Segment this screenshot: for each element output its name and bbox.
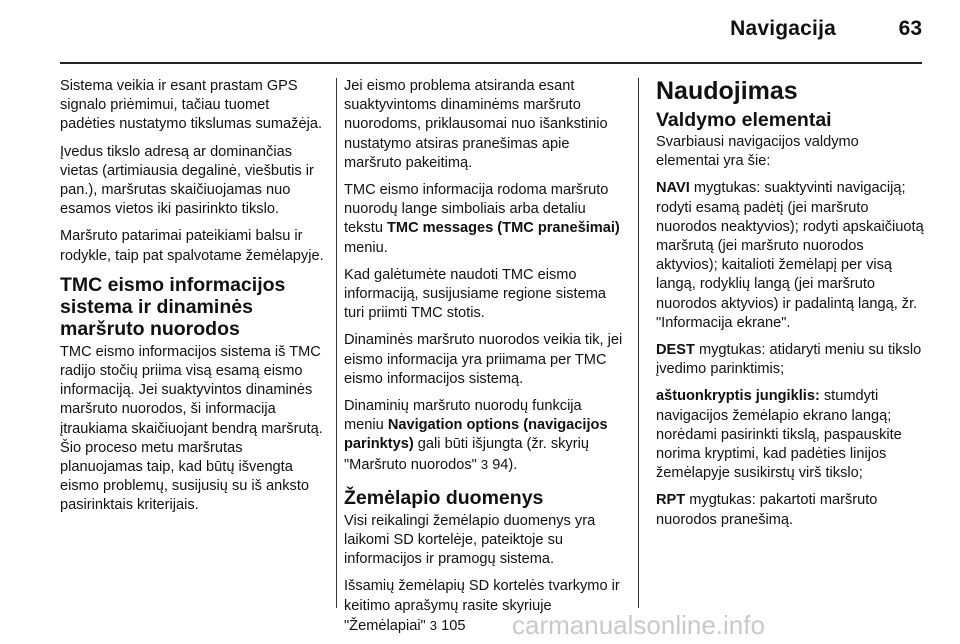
text-run: mygtukas: suaktyvinti navigaciją; rodyti esamą padėtį (jei maršruto nuorodos neaktyvios); rodyti apskaičiuotą maršrutą (jei maršruto nuorodos aktyvios); kaitalioti žemėlapį per visą langą, rodyklių langą (jei maršruto nuorodos aktyvios) ir padalintą langą, žr. "Informacija ekrane". <box>656 180 924 331</box>
control-description <box>656 341 926 379</box>
chapter-title: Naudojimas <box>656 77 798 105</box>
paragraph: Kad galėtumėte naudoti TMC eismo informaciją, susijusiame regione sistema turi priimti TMC stotis. <box>344 266 606 322</box>
paragraph: Maršruto patarimai pateikiami balsu ir rodykle, taip pat spalvotame žemėlapyje. <box>60 228 324 264</box>
control-description <box>656 387 926 483</box>
column-divider <box>336 78 337 608</box>
page-header <box>60 0 922 64</box>
text-run: Išsamių žemėlapių SD kortelės tvarkymo ir keitimo aprašymų rasite skyriuje "Žemėlapiai" <box>344 578 620 634</box>
text-run: mygtukas: atidaryti meniu su tikslo įvedimo parinktimis; <box>656 342 922 378</box>
control-label: NAVI <box>656 180 690 197</box>
control-label: DEST <box>656 342 695 359</box>
page-reference-icon: 3 <box>429 617 438 633</box>
text-run: gali būti išjungta (žr. skyrių "Maršruto nuorodos" <box>344 436 589 473</box>
text-run: meniu. <box>344 239 388 256</box>
column-divider <box>638 78 639 608</box>
text-run: 94). <box>488 456 518 473</box>
text-run: 105 <box>437 617 466 634</box>
text-run: stumdyti navigacijos žemėlapio ekrano langą; norėdami pasirinkti tikslą, paspauskite norima kryptimi, kad padėties linijos žemėlapyje susikirstų virš tikslo; <box>656 388 902 482</box>
paragraph: Svarbiausi navigacijos valdymo elementai yra šie: <box>656 134 859 170</box>
paragraph: Įvedus tikslo adresą ar dominančias vietas (artimiausia degalinė, viešbutis ir pan.), maršrutas skaičiuojamas nuo esamos vietos iki pasirinkto tikslo. <box>60 143 314 218</box>
control-description <box>656 491 926 529</box>
page-reference-icon: 3 <box>480 456 489 472</box>
paragraph: Visi reikalingi žemėlapio duomenys yra laikomi SD kortelėje, pateiktoje su informacijos ir pramogų sistema. <box>344 512 596 568</box>
page-number: 63 <box>898 17 922 40</box>
menu-name: Navigation options (navigacijos parinktys) <box>344 417 608 453</box>
paragraph: Jei eismo problema atsiranda esant suaktyvintoms dinaminėms maršruto nuorodoms, priklausomai nuo išankstinio nustatymo atsiras pranešimas apie maršruto pakeitimą. <box>344 78 608 171</box>
paragraph <box>344 397 624 475</box>
text-run: TMC eismo informacija rodoma maršruto nuorodų lange simboliais arba detaliu tekstu <box>344 182 609 237</box>
paragraph: Dinaminės maršruto nuorodos veikia tik, jei eismo informacija yra priimama per TMC eismo informacijos sistemą. <box>344 332 623 387</box>
paragraph: TMC eismo informacijos sistema iš TMC radijo stočių priima visą esamą eismo informaciją. Jei suaktyvintos dinaminės maršruto nuorodos, ši informacija įtraukiama skaičiuojant bendrą maršrutą. Šio proceso metu maršrutas planuojamas taip, kad būtų išvengta eismo problemų, susijusių su iš anksto pasirinktais kriterijais. <box>60 343 323 514</box>
paragraph <box>344 181 624 258</box>
column-left <box>60 77 328 524</box>
section-heading: TMC eismo informacijos sistema ir dinaminės maršruto nuorodos <box>60 273 286 340</box>
section-title: Navigacija <box>730 17 836 40</box>
column-middle <box>344 77 624 644</box>
paragraph: Sistema veikia ir esant prastam GPS signalo priėmimui, tačiau tuomet padėties nustatymo tikslumas sumažėja. <box>60 78 322 133</box>
text-run: mygtukas: pakartoti maršruto nuorodos pranešimą. <box>656 492 878 528</box>
control-description <box>656 179 926 333</box>
watermark: carmanualsonline.info <box>512 610 765 640</box>
control-label: aštuonkryptis jungiklis: <box>656 388 820 405</box>
section-heading: Valdymo elementai <box>656 109 832 131</box>
control-label: RPT <box>656 492 686 509</box>
column-right <box>656 77 926 538</box>
section-heading: Žemėlapio duomenys <box>344 486 544 509</box>
menu-name: TMC messages (TMC pranešimai) <box>387 220 620 237</box>
text-run: Dinaminių maršruto nuorodų funkcija meniu <box>344 398 582 434</box>
